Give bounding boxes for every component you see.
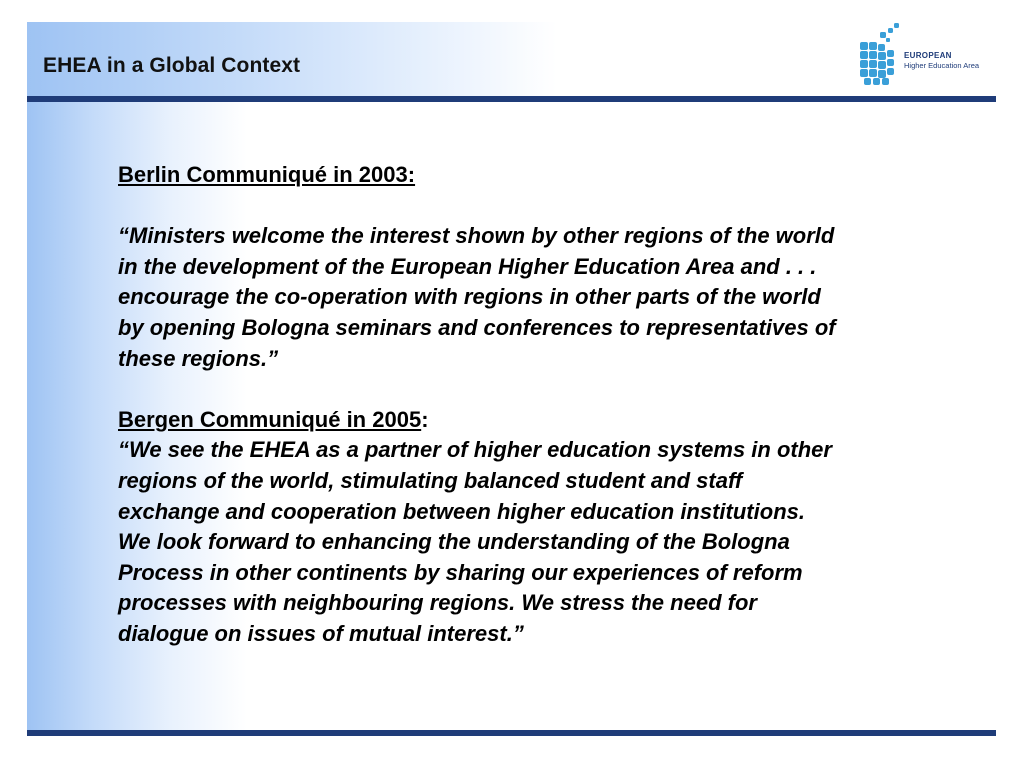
- footer-rule: [27, 730, 996, 736]
- berlin-quote: [118, 221, 968, 374]
- bergen-quote-line: dialogue on issues of mutual interest.”: [118, 620, 524, 646]
- bergen-quote-line: regions of the world, stimulating balanced student and staff: [118, 467, 743, 493]
- slide-body: [118, 160, 968, 650]
- slide-title: EHEA in a Global Context: [43, 54, 301, 77]
- spacer: [118, 191, 968, 222]
- bergen-quote-line: exchange and cooperation between higher education institutions.: [118, 498, 805, 524]
- bergen-heading-colon: :: [421, 406, 429, 432]
- berlin-quote-line: by opening Bologna seminars and conferences to representatives of: [118, 314, 836, 340]
- berlin-quote-line: encourage the co-operation with regions in other parts of the world: [118, 284, 821, 310]
- bergen-quote-line: We look forward to enhancing the understanding of the Bologna: [118, 529, 790, 555]
- berlin-heading-line: [118, 160, 968, 191]
- logo-line-1: EUROPEAN: [904, 51, 952, 60]
- bergen-quote-line: processes with neighbouring regions. We stress the need for: [118, 590, 757, 616]
- berlin-quote-line: these regions.”: [118, 345, 279, 371]
- spacer: [118, 374, 968, 405]
- berlin-heading: Berlin Communiqué in 2003:: [118, 162, 416, 187]
- bergen-quote: [118, 435, 968, 649]
- header-rule: [27, 96, 996, 102]
- berlin-quote-line: “Ministers welcome the interest shown by other regions of the world: [118, 223, 835, 249]
- logo-line-2: Higher Education Area: [904, 61, 980, 70]
- berlin-quote-line: in the development of the European Higher Education Area and . . .: [118, 253, 817, 279]
- bergen-quote-line: “We see the EHEA as a partner of higher education systems in other: [118, 437, 832, 463]
- bergen-heading-line: [118, 405, 968, 436]
- bergen-heading: Bergen Communiqué in 2005: [118, 406, 422, 432]
- bergen-quote-line: Process in other continents by sharing our experiences of reform: [118, 559, 803, 585]
